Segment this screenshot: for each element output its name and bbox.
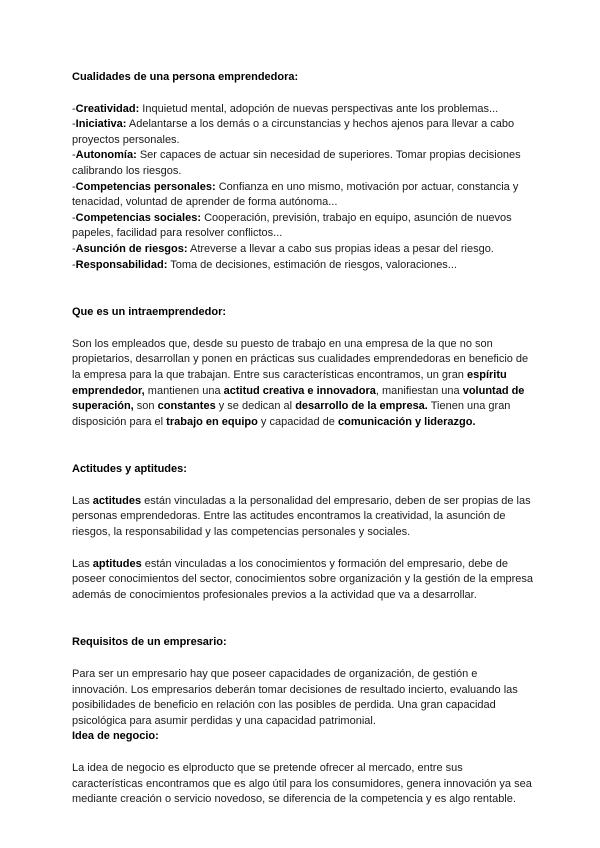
- intra-paragraph: Son los empleados que, desde su puesto de trabajo en una empresa de la que no son propietarios, desarrollan y ponen en prácticas sus cualidades emprendedoras en beneficio de la empresa para la que trabajan. Entre sus características encontramos, un gran espíritu emprendedor, mantienen una actitud creativa e innovadora, manifiestan una voluntad de superación, son constantes y se dedican al desarrollo de la empresa. Tienen una gran disposición para el trabajo en equipo y capacidad de comunicación y liderazgo.: [72, 337, 529, 428]
- document-page: [72, 70, 534, 808]
- list-item: -Creatividad: Inquietud mental, adopción de nuevas perspectivas ante los problemas...: [72, 102, 499, 115]
- requisitos-heading: Requisitos de un empresario:: [72, 636, 227, 649]
- idea-heading: Idea de negocio:: [72, 730, 159, 743]
- list-item: -Autonomía: Ser capaces de actuar sin necesidad de superiores. Tomar propias decisiones calibrando los riesgos.: [72, 149, 521, 177]
- aptitudes-paragraph: Las aptitudes están vinculadas a los conocimientos y formación del empresario, debe de poseer conocimientos del sector, conocimientos sobre organización y la gestión de la empresa además de conocimientos profesionales previos a la actividad que va a desarrollar.: [72, 557, 534, 601]
- cualidades-heading: Cualidades de una persona emprendedora:: [72, 71, 299, 83]
- requisitos-paragraph: Para ser un empresario hay que poseer capacidades de organización, de gestión e innovación. Los empresarios deberán tomar decisiones de resultado incierto, evaluando las posibilidades de beneficio en relación con las posibles de perdida. Una gran capacidad psicológica para asumir perdidas y una capacidad patrimonial.: [72, 668, 518, 727]
- list-item: -Competencias personales: Confianza en uno mismo, motivación por actuar, constancia y tenacidad, voluntad de aprender de forma autónoma...: [72, 180, 519, 209]
- actitudes-heading: Actitudes y aptitudes:: [72, 463, 187, 476]
- actitudes-paragraph: Las actitudes están vinculadas a la personalidad del empresario, deben de ser propias de las personas emprendedoras. Entre las actitudes encontramos la creatividad, la asunción de riesgos, la responsabilidad y las competencias personales y sociales.: [72, 494, 531, 539]
- idea-paragraph: La idea de negocio es elproducto que se pretende ofrecer al mercado, entre sus características encontramos que es algo útil para los consumidores, genera innovación ya sea mediante creación o servicio novedoso, se diferencia de la competencia y es algo rentable.: [72, 762, 532, 806]
- list-item: -Iniciativa: Adelantarse a los demás o a circunstancias y hechos ajenos para llevar a cabo proyectos personales.: [72, 118, 515, 146]
- list-item-term: Competencias sociales:: [75, 211, 202, 224]
- list-item-term: Autonomía:: [75, 149, 137, 162]
- list-item-term: Responsabilidad:: [75, 258, 168, 271]
- list-item: -Asunción de riesgos: Atreverse a llevar a cabo sus propias ideas a pesar del riesgo.: [72, 242, 494, 255]
- list-item-term: Creatividad:: [75, 102, 140, 115]
- list-item-term: Iniciativa:: [75, 118, 127, 131]
- cualidades-list: [72, 102, 534, 274]
- list-item: -Responsabilidad: Toma de decisiones, estimación de riesgos, valoraciones...: [72, 258, 457, 271]
- list-item-term: Asunción de riesgos:: [75, 242, 188, 255]
- list-item-term: Competencias personales:: [75, 180, 216, 193]
- intra-heading: Que es un intraemprendedor:: [72, 306, 227, 319]
- list-item: -Competencias sociales: Cooperación, previsión, trabajo en equipo, asunción de nuevos papeles, facilidad para resolver conflictos...: [72, 211, 512, 240]
